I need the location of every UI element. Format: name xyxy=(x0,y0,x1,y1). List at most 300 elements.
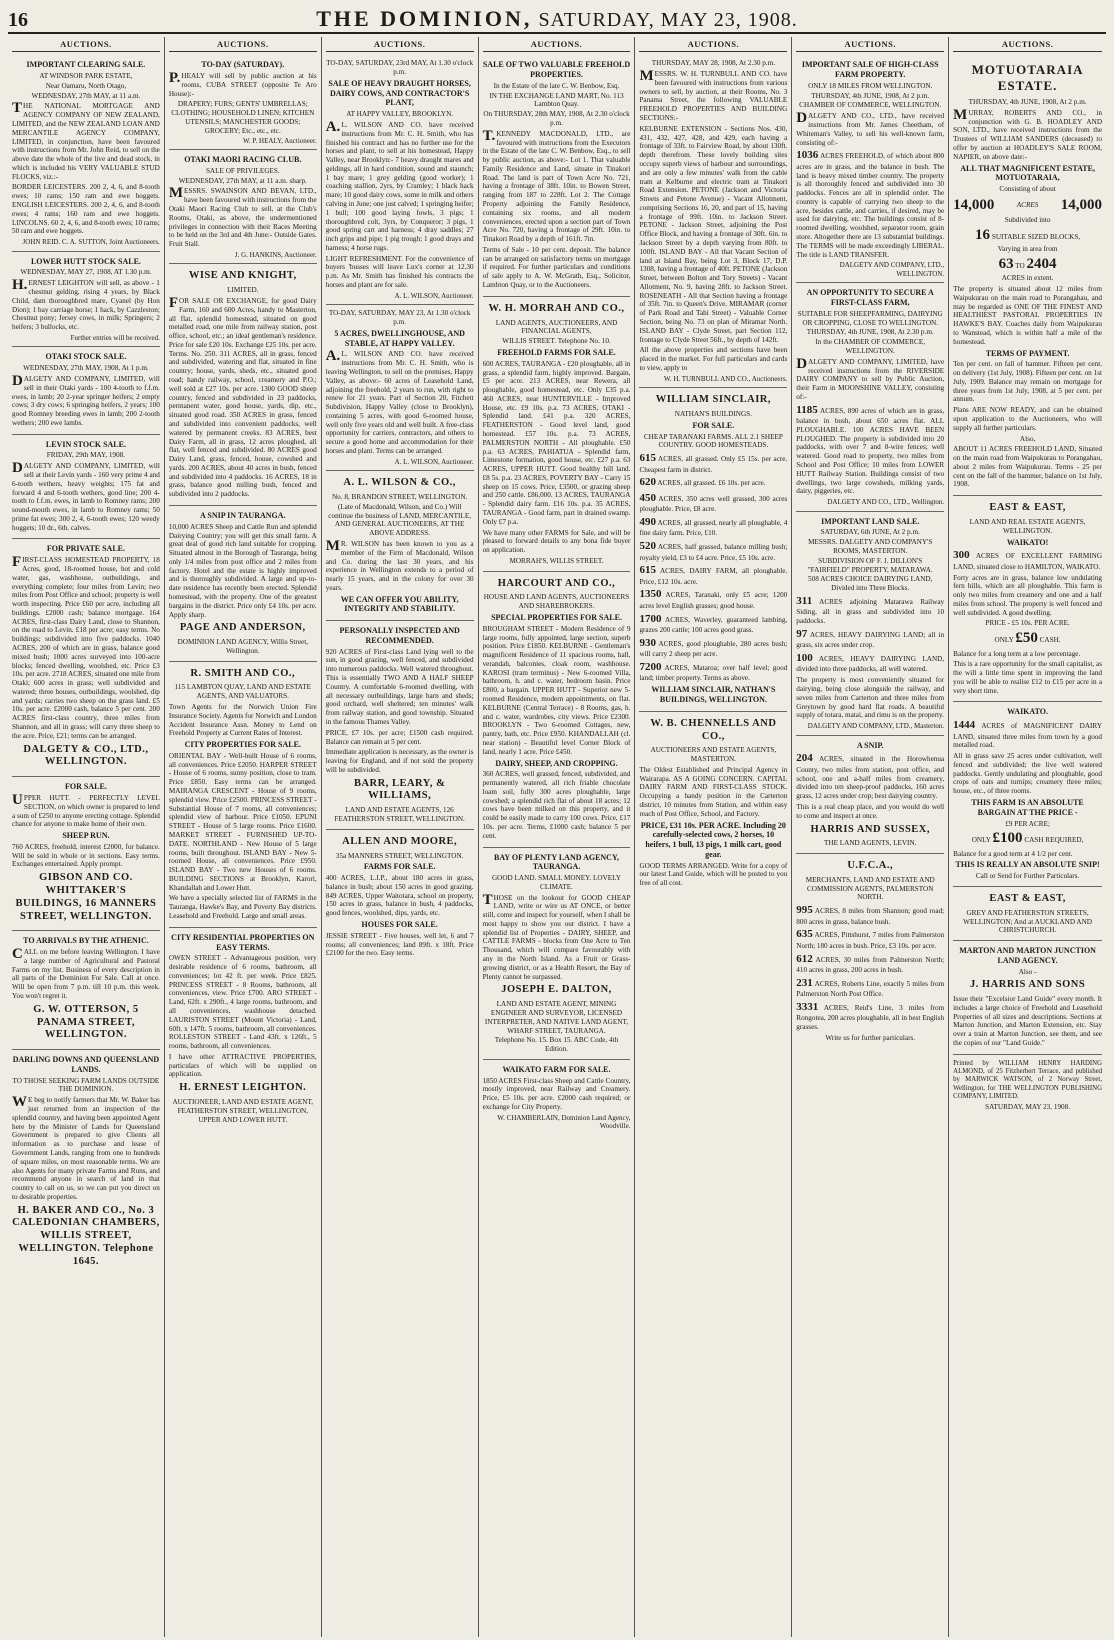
advert-body: Balance for a long term at a low percentage. xyxy=(953,649,1081,658)
advert-slogan: THIS IS REALLY AN ABSOLUTE SNIP! xyxy=(955,860,1100,870)
advert-address: NATHAN'S BUILDINGS. xyxy=(674,410,752,419)
advert-firm: R. SMITH AND CO., xyxy=(190,667,296,679)
advert-barr-leary xyxy=(326,621,474,830)
lot-acres: 450 xyxy=(639,491,656,504)
advert-heading: IMPORTANT CLEARING SALE. xyxy=(26,60,146,70)
advert-firm: G. W. OTTERSON, 5 PANAMA STREET, WELLINGTON. xyxy=(33,1003,139,1041)
lot-description: ACRES, 30 miles from Palmerston North; 410 acres in grass, 200 acres in bush. xyxy=(796,955,945,975)
advert-subheading: In the Estate of the late C. W. Benbow, Esq. xyxy=(493,81,620,90)
advert-heading: IMPORTANT SALE OF HIGH-CLASS FARM PROPERTY. xyxy=(801,60,939,80)
advert-subheading: HOUSES FOR SALE. xyxy=(361,920,438,930)
advert-body: THOSE on the lookout for GOOD CHEAP LAND, write or wire us AT ONCE, or better still, come and inspect for yourself, when I shall be most happy to show you our district. I have a splendid list of Properties - DAIRY, SHEEP, and CATTLE FARMS - blocks from One Acre to Ten Thousand, which will compare favourably with any in the North Island. As a Fruit or Grass-growing district, or as a Health Resort, the Bay of Plenty cannot be surpassed. xyxy=(482,891,631,981)
lot-acres: 615 xyxy=(639,452,656,465)
advert-heading: LOWER HUTT STOCK SALE. xyxy=(30,256,141,266)
advert-price: PRICE, £7 10s. per acre; £1500 cash required. Balance can remain at 5 per cent. xyxy=(325,728,474,746)
advert-subheading: LAND AGENTS, AUCTIONEERS, AND FINANCIAL AGENTS, xyxy=(495,318,618,336)
advert-firm: EAST & EAST, xyxy=(989,892,1066,904)
advert-text: Also, xyxy=(1019,434,1036,443)
advert-firm: HARRIS AND SUSSEX, xyxy=(810,823,931,835)
farm-lot xyxy=(796,928,944,950)
advert-body: MR. WILSON has been known to you as a member of the Firm of Macdonald, Wilson and Co. during the last 30 years, and his experience in Wellington extends to a period of nearly 15 years, and in the colony for over 30 years. xyxy=(325,538,474,592)
farm-lot xyxy=(796,1001,944,1032)
advert-body: ABOUT 11 ACRES FREEHOLD LAND, Situated on the main road from Waipukurau to Porangahau, about 2 miles from Waipukurau. Terms - 25 per cent on the fall of the hammer, balance on 1st July, 1908. xyxy=(953,445,1103,489)
advert-signature: DALGETY AND COMPANY, LTD., Masterton. xyxy=(807,722,945,731)
farm-lot-list xyxy=(796,595,944,674)
advert-body: We have many other FARMS for Sale, and will be pleased to forward details to any bona fide buyer on application. xyxy=(482,528,631,555)
advert-body: 400 ACRES, L.I.P., about 180 acres in grass, balance in bush; about 150 acres in good grazing. 849 ACRES, Upper Waitotara, school on property, 150 acres in grass, balance in bush, 4 paddocks, good fences, woolshed, dips, yards, etc. xyxy=(325,874,474,918)
advert-body: Issue their "Excelsior Land Guide" every month. It includes a large choice of Freehold and Leasehold Properties of all sizes and descriptions. Sections at Marton Junction, and Marton Extension, etc. Stay over a train at Marton Junction, see them, and see the copies of our "Land Guide." xyxy=(953,995,1103,1048)
farm-lot xyxy=(796,404,944,496)
advert-sinclair xyxy=(639,388,787,711)
lot-acres: 612 xyxy=(796,952,813,965)
advert-heading: TO ARRIVALS BY THE ATHENIC. xyxy=(23,936,149,946)
advert-heading: AN OPPORTUNITY TO SECURE A FIRST-CLASS FARM, xyxy=(806,288,934,308)
lot-description: ACRES, Reid's Line, 3 miles from Rongotea, 200 acres ploughable, all in best English grasses. xyxy=(796,1003,945,1032)
lot-acres: 1036 xyxy=(796,149,819,162)
advert-body: T.KENNEDY MACDONALD, LTD., are favoured with instructions from the Executors in the Estate of the late C. W. Benbow, Esq., to sell by public auction, as above:- Lot 1. That valuable Family Residence and Land, situate in Tinakori Road. The land is part of Town Acre No. 721, having a frontage of 38ft. 10in. to Bowen Street, ranging from 187 to 228ft. Lot 2. The Cottage Property adjoining the Family Residence, containing six rooms, and all modern conveniences, erected upon a section part of Town Acre No. 720, having a frontage of 29ft. 10in. to Tinakori Road by a depth of 161ft. 7in. xyxy=(482,127,631,244)
advert-subheading: GOOD LAND. SMALL MONEY. LOVELY CLIMATE. xyxy=(491,874,622,891)
advert-firm: ALLEN AND MOORE, xyxy=(342,835,458,847)
lot-acres: 520 xyxy=(639,540,656,553)
advert-body: DALGETY AND CO., LTD., have received instructions from Mr. James Cheetham, of Whiteman's Valley, to sell his well-known farm, consisting of:- xyxy=(796,110,945,147)
advert-subheading: TO THOSE SEEKING FARM LANDS OUTSIDE THE DOMINION. xyxy=(12,1076,160,1094)
column-header: AUCTIONS. xyxy=(483,37,631,52)
advert-list: KELBURNE EXTENSION - Sections Nos. 430, 431, 432, 427, 428, and 429, each having a frontage of 33ft. to Fairview Road, by about 130ft. depth therefrom. These lovely building sites occupy superb views of harbour and surroundings, and are only a few minutes' walk from the cable tram at Kelburne and electric tram at Tinakori Road Extension. PETONE (Jackson and Victoria Streets and Petone Avenue) - Vacant Allotment, comprising Sections 16, 20, and part of 15, having a frontage of 99ft. 10in. to Jackson Street. PETONE - Jackson Street, adjoining the Post Office Block, and having a frontage of 30ft. 6in. to Jackson Street by a depth varying from 80ft. to 100ft. ISLAND BAY - All that Vacant Section of land at Island Bay, being Lot 3, Block 17, D.P. 1308, having a frontage of 40ft. PETONE (Jackson Street, between Bolton and Tory Streets) - Vacant Allotment, No. 9, having 28ft. to Jackson Street. ROSENEATH - All that Section having a frontage of 35ft. 7in. to Queen's Drive. MIRAMAR (corner of Park Road and Tahi Street) - Valuable Corner Section, being No. 73 on plan of Miramar North. ISLAND BAY - Clyde Street, part Section 112, frontage to Clyde Street 56ft., by depth of 142ft. xyxy=(639,124,788,344)
advert-for-sale xyxy=(12,777,160,931)
advert-body: 920 ACRES of First-class Land lying well to the sun, in good grazing, well fenced, and subdivided into numerous paddocks. Well watered throughout. This is essentially TWO AND A HALF SHEEP Country. A comfortable 6-roomed dwelling, with all necessary outbuildings, large barn and sheds; good orchard, well sheltered; ten minutes' walk from railway station, and good township. Situated in the famous Thames Valley. xyxy=(325,647,474,726)
advert-fairfield xyxy=(796,512,944,736)
advert-body: 10,000 ACRES Sheep and Cattle Run and splendid Dairying Country; you will get this small farm. A great deal of good rich land suitable for cropping. Situated almost in the Borough of Tauranga, being only 1/4 miles from post office and 2 miles from factory. Hotel and the estate is highly improved and is thoroughly subdivided. A large and up-to-date residence has recently been erected. Splendid homestead, with the property. One of the greatest bargains in the district. Price only £4 10s. per acre. Apply sharp. xyxy=(168,522,317,619)
advert-subheading: CHEAP TARANAKI FARMS. ALL 2.1 SHEEP COUNTRY. GOOD HOMESTEADS. xyxy=(643,432,783,450)
advert-firm: H. ERNEST LEIGHTON. xyxy=(179,1082,307,1094)
advert-date: THURSDAY, 4th JUNE, 1908, At 2 p.m. xyxy=(811,91,930,100)
column-header: AUCTIONS. xyxy=(12,37,160,52)
column-6 xyxy=(792,37,949,1637)
advert-harcourt xyxy=(483,572,631,848)
advert-date: WEDNESDAY, 27th MAY, at 11 a.m. xyxy=(31,91,141,100)
advert-body: JESSIE STREET - Five houses, well let, 6 and 7 rooms; all conveniences; land 89ft. x 18ft. Price £2100 for the two. Easy terms. xyxy=(325,931,474,958)
lot-acres: 100 xyxy=(796,652,813,665)
column-header: AUCTIONS. xyxy=(953,37,1102,52)
advert-price: PRICE - £5 10s. PER ACRE. xyxy=(985,619,1070,628)
area-max: 2404 xyxy=(1026,255,1057,272)
advert-firm: U.F.C.A., xyxy=(847,860,894,872)
farm-lot xyxy=(796,628,944,650)
lot-description: ACRES, all grassed, nearly all ploughable, 4 fine dairy farm. Price, £10. xyxy=(639,518,788,538)
advert-draught-horses xyxy=(326,55,474,305)
advert-body: THE NATIONAL MORTGAGE AND AGENCY COMPANY OF NEW ZEALAND, LIMITED, and the NEW ZEALAND LOAN AND MERCANTILE AGENCY COMPANY, LIMITED, in conjunction, have been favoured with instructions from Mr. John Reid, to sell on the above date the whole of the live and dead stock, in which is included his VERY VALUABLE STUD FLOCKS, viz.:- xyxy=(12,100,160,181)
advert-body: P.HEALY will sell by public auction at his rooms, CUBA STREET (opposite Te Aro House):- xyxy=(168,70,317,98)
advert-date: THURSDAY, MAY 28, 1908, At 2.30 p.m. xyxy=(651,59,775,68)
advert-benbow-estate xyxy=(483,55,631,296)
advert-heading: FOR SALE. xyxy=(692,420,735,430)
column-header: AUCTIONS. xyxy=(169,37,317,52)
advert-body: DALGETY AND COMPANY, LIMITED, will sell in their Otaki yards - 100 4-tooth to f.f.m. ewes, in lamb; 20 2-year springer heifers; 2 empty cows; 3 dry cows; 6 springing heifers, 2 years; 100 good Romney breeding ewes in lamb; 200 2-tooth wethers; 200 ewe lambs. xyxy=(12,372,160,427)
farm-lot xyxy=(639,476,787,489)
advert-r-smith xyxy=(169,662,317,928)
advert-signature: W. CHAMBERLAIN, Dominion Land Agency, Woodville. xyxy=(497,1113,631,1131)
advert-signature: J. G. HANKINS, Auctioneer. xyxy=(234,250,317,259)
advert-harris-sons xyxy=(953,941,1102,1055)
advert-text: Consisting of about xyxy=(999,185,1056,194)
advert-place: In the CHAMBER OF COMMERCE, WELLINGTON. xyxy=(815,338,926,356)
advert-heading: WAIKATO. xyxy=(1007,707,1048,717)
advert-heading: OTAKI MAORI RACING CLUB. xyxy=(184,155,302,165)
lot-acres: 1700 xyxy=(639,612,662,625)
lot-acres: 300 xyxy=(953,549,970,562)
advert-heading: SALE OF TWO VALUABLE FREEHOLD PROPERTIES. xyxy=(482,60,631,80)
farm-lot xyxy=(796,595,944,626)
advert-body: FOR SALE OR EXCHANGE, for good Dairy Farm, 160 and 600 Acres, handy to Masterton, all flat, splendid homestead, situated on good metalled road, one mile from railway station, post office, school, etc.; an ideal gentleman's residence. Price for sale £20 10s. Exchange £25 10s. per acre. Terms. No. 250. 311 ACRES, all in grass, fenced and subdivided, watering and flat, situated in fine country; house, yards, sheds, etc., situated good road; handy railway, school, creamery and P.O.; well sold at £27 10s. per acre. 1300 GOOD sheep country, fenced and subdivided in 23 paddocks, permanent water, good house, yards, dip, etc., situated good road. 350 ACRES in grass, fenced and subdivided into convenient paddocks, well watered by permanent creeks. 83 ACRES, best Dairy Farm, all in grass, 12 acres ploughed, all flat, well fenced and subdivided. 80 ACRES good Dairy Land, grass, fenced, house, cowshed and yards. 200 ACRES, about 40 acres in bush, fenced and subdivided into 4 paddocks. 16 ACRES, 18 in grass, balance good milling bush, fenced and subdivided into 2 paddocks. xyxy=(168,295,317,499)
advert-motuotaraia xyxy=(953,55,1102,496)
advert-heading: LEVIN STOCK SALE. xyxy=(45,439,126,449)
advert-signature: W. H. TURNBULL AND CO., Auctioneers. xyxy=(663,374,788,383)
advert-date: TO-DAY, SATURDAY, MAY 23, At 1.30 o'clock p.m. xyxy=(328,309,471,327)
advert-healy xyxy=(169,55,317,150)
advert-body: Immediate application is necessary, as the owner is leaving for England, and if not sold the property will be subdivided. xyxy=(325,748,474,774)
farm-lot xyxy=(953,719,1102,750)
blocks-line xyxy=(953,226,1102,244)
area-to: TO xyxy=(1015,261,1025,270)
column-7 xyxy=(949,37,1106,1637)
advert-date: THURSDAY, 4th JUNE, 1908, At 2.30 p.m. xyxy=(806,328,934,337)
advert-body: UPPER HUTT. - PERFECTLY LEVEL SECTION, on which owner is prepared to lend a sum of £250 to anyone erecting cottage. Splendid chance for anyone to make home of their own. xyxy=(12,791,160,829)
advert-subheading: TERMS OF PAYMENT. xyxy=(985,348,1070,358)
advert-signature: MORRAH'S, WILLIS STREET. xyxy=(509,556,604,565)
advert-signature: Further entries will be received. xyxy=(70,333,160,342)
lot-description: ACRES, HEAVY DAIRYING LAND, divided into three paddocks, all well watered. xyxy=(796,655,945,674)
advert-heading: BAY OF PLENTY LAND AGENCY, TAURANGA. xyxy=(494,852,619,872)
advert-subheading: AT WINDSOR PARK ESTATE, xyxy=(39,72,133,81)
lot-description: ACRES OF EXCELLENT FARMING LAND, situated close to HAMILTON, WAIKATO. xyxy=(953,552,1103,571)
lot-description: ACRES, Pittshurst, 7 miles from Palmerston North; 180 acres in bush. Price, £3 10s. per acre. xyxy=(796,931,945,950)
page-number: 16 xyxy=(8,9,28,31)
advert-heading: WAIKATO FARM FOR SALE. xyxy=(502,1064,611,1074)
cash-amount: £100 xyxy=(992,830,1023,847)
estate-acres xyxy=(953,196,1102,214)
column-5 xyxy=(635,37,792,1637)
advert-subheading: SUITABLE FOR SHEEPFARMING, DAIRYING OR CROPPING, CLOSE TO WELLINGTON. xyxy=(797,309,943,327)
lot-description: ACRES, HEAVY DAIRYING LAND; all in grass, six acres under crop. xyxy=(796,630,945,650)
lot-description: ACRES, half grassed, balance milling bush; royalty yield, £3 to £4 acre. Price, £5 10s. acre. xyxy=(639,543,788,562)
farm-lot xyxy=(639,588,787,610)
advert-firm: JOSEPH E. DALTON, xyxy=(501,984,612,996)
farm-lot xyxy=(639,637,787,659)
column-1 xyxy=(8,37,165,1637)
advert-firm: WILLIAM SINCLAIR, NATHAN'S BUILDINGS, WELLINGTON. xyxy=(651,685,776,704)
advert-allen-moore xyxy=(326,830,474,964)
advert-firm: EAST & EAST, xyxy=(989,502,1066,514)
lot-acres: 97 xyxy=(796,627,808,640)
advert-text: Also - xyxy=(1018,967,1037,976)
advert-address: No. 8, BRANDON STREET, WELLINGTON. xyxy=(331,493,468,502)
advert-subheading: SALE OF PRIVILEGES. xyxy=(205,166,280,175)
advert-subheading: ALL THAT MAGNIFICENT ESTATE, MOTUOTARAIA, xyxy=(960,163,1095,183)
column-header: AUCTIONS. xyxy=(796,37,944,52)
advert-heading: PERSONALLY INSPECTED AND RECOMMENDED. xyxy=(339,626,460,645)
advert-tauranga-snip xyxy=(169,506,317,662)
newspaper-title xyxy=(68,6,1046,32)
advert-signature: A. L. WILSON, Auctioneer. xyxy=(394,457,474,466)
advert-address: GREY AND FEATHERSTON STREETS, WELLINGTON; And at AUCKLAND AND CHRISTCHURCH. xyxy=(963,908,1092,935)
advert-body: MESSRS. SWAINSON AND BEVAN, LTD., have been favoured with instructions from the Otaki Maori Racing Club to sell, at the Club's Rooms, Otaki, as above, the undermentioned privileges in connection with their Races Meeting to be held on the 3rd and 4th June:- Outside Gates. Fruit Stall. xyxy=(168,185,317,249)
advert-turnbull xyxy=(639,55,787,388)
lot-description: ACRES of MAGNIFICENT DAIRY LAND, situated three miles from town by a good metalled road. xyxy=(953,722,1103,750)
advert-firm: J. HARRIS AND SONS xyxy=(969,979,1086,991)
advert-body: FIRST-CLASS HOMESTEAD PROPERTY, 18 Acres, good, 18-roomed house, hot and cold water, gas, washhouse, outbuildings, and everything complete; four miles from Levin; two miles from Post Office and school; property is well worth inspecting. Price £60 per acre, including all buildings. £2000 cash; balance mortgage. 164 ACRES, first-class Dairy Land, close to Shannon, on the road to Levin. £18 per acre; easy terms. No buildings; subdivided into five paddocks. 1040 ACRES, 200 of which are in grass, balance good mixed bush; 1000 acres surveyed into 100-acre blocks; fenced dwelling, woolshed, etc. Price £3 10s. per acre. 2718 ACRES, situated one mile from Otaki; 600 acres in grass; well subdivided and watered; three houses, outbuildings, woolshed, dip and yards; carries two sheep on the grass land. £5 10s. per acre. £2000 cash, balance 5 per cent. 200 ACRES first-class country, three miles from Shannon, and all in grass; will carry three sheep to the acre. Price, £21; terms can be arranged. xyxy=(12,554,160,740)
advert-body: CALL on me before leaving Wellington. I have a large number of Agricultural and Pastoral Farms on my list. Business of every description in all parts of the Dominion For Sale. Call at once. Will be open from 7 p.m. till 10 p.m. this week. You won't regret it. xyxy=(12,946,160,1001)
advert-date: TO-DAY, SATURDAY, 23rd MAY, At 1.30 o'clock p.m. xyxy=(326,59,474,77)
advert-levin-stock xyxy=(12,435,160,540)
columns xyxy=(8,37,1106,1637)
advert-heading: A SNIP. xyxy=(856,740,884,750)
advert-morrah xyxy=(483,297,631,572)
advert-subheading: 508 ACRES CHOICE DAIRYING LAND, Divided into Three Blocks. xyxy=(808,575,933,593)
advert-address: LAND AND ESTATE AGENT, MINING ENGINEER AND SURVEYOR, LICENSED INTERPRETER, AND NATIVE LAND AGENT, WHARF STREET, TAURANGA. xyxy=(484,1000,629,1035)
advert-list: 600 ACRES, TAURANGA - £20 ploughable, all in grass, a splendid farm, highly improved. Bargain, £5 per acre. 213 ACRES, near Rewera, all ploughable, good homestead, etc. Only £35 p.a. 460 ACRES, near HUNTERVILLE - Improved House, etc. £9 10s. p.a. 73 ACRES, OTAKI - Splendid land. £41 p.a. 320 ACRES, FEATHERSTON - Good level land, good homestead. £57 10s. p.a. 73 ACRES, PALMERSTON NORTH - All ploughable. £50 p.a. 63 ACRES, PAHIATUA - Splendid farm, Limestone formation, good house, etc. £27 p.a. 63 ACRES, UPPER HUTT. Good healthy hill land. £8 5s. p.a. 23 ACRES, POVERTY BAY - Carry 15 sheep on 15 cows. Price, £3500, or grazing sheep and 250 cattle. £86,000. 13 ACRES, TAURANGA - Splendid dairy farm. £16 10s. p.a. 35 ACRES, TAURANGA - Good farm, part in drained swamp. Only £7 p.a. xyxy=(482,359,631,526)
blocks-text: SUITABLE SIZED BLOCKS, xyxy=(991,232,1081,241)
advert-body: DALGETY AND COMPANY, LIMITED, will sell at their Levin yards - 160 very prime 4 and 6-tooth wethers, heavy weights; 175 fat and forward 4 and 6-tooth wethers, good line; 200 4-tooth to f.f.m. ewes, in lamb to Romney rams; 200 sound-mouth ewes, in lamb to Romney rams; 50 prime fat ewes; 300 2, 4, 6-tooth ewes; 120 weedy hoggets; 10 dr., 6th. calves. xyxy=(12,460,160,532)
lot-acres: 311 xyxy=(796,594,813,607)
lot-description: ACRES adjoining Matarawa Railway Siding, all in grass and subdivided into 10 paddocks. xyxy=(796,597,945,626)
advert-otaki-stock xyxy=(12,347,160,434)
acres-word: ACRES xyxy=(1016,200,1039,209)
advert-body: We have a specially selected list of FARMS in the Tauranga, Hawke's Bay, and Poverty Bay districts. Leasehold and Freehold. Large and small areas. xyxy=(168,894,317,920)
advert-date: FRIDAY, 29th MAY, 1908. xyxy=(46,451,126,460)
advert-date: TO-DAY (SATURDAY). xyxy=(201,60,285,70)
advert-body: (Late of Macdonald, Wilson, and Co.) Will continue the business of LAND, MERCANTILE, AND GENERAL AUCTIONEERS, AT THE ABOVE ADDRESS. xyxy=(328,502,472,538)
advert-place: CHAMBER OF COMMERCE, WELLINGTON. xyxy=(799,101,942,110)
lot-description: ACRES, 890 acres of which are in grass, balance in bush, about 650 acres flat. ALL PLOUGHABLE. 100 ACRES HAVE BEEN PLOUGHED. The property is subdivided into 20 paddocks, with over 7 and 8-wire fences; well watered. Good road to property, two miles from School and Post Office; 10 miles from LOWER HUTT Railway Station. Buildings consist of two dwellings, two large cowsheds, milking yards, dairy, piggeries, etc. xyxy=(796,406,945,496)
advert-body: LIGHT REFRESHMENT. For the convenience of buyers 'busses will leave Lux's corner at 12.30 p.m. As Mr. Smith has finished his contracts the horses and plant are for sale. xyxy=(325,254,474,290)
imprint xyxy=(953,1055,1102,1117)
advert-slogan: WE CAN OFFER YOU ABILITY, INTEGRITY AND STABILITY. xyxy=(340,594,459,614)
advert-place: Near Oamaru, North Otago, xyxy=(45,81,127,90)
farm-lot-list xyxy=(639,452,787,683)
advert-wise-knight xyxy=(169,264,317,506)
advert-address: MERCHANTS, LAND AND ESTATE AND COMMISSION AGENTS, PALMERSTON NORTH. xyxy=(805,875,935,902)
advert-address: LAND AND ESTATE AGENTS, 126 FEATHERSTON STREET, WELLINGTON. xyxy=(334,806,465,823)
lot-acres: 1350 xyxy=(639,588,662,601)
advert-body: Terms of Sale - 10 per cent. deposit. The balance can be arranged on satisfactory terms on mortgage if required. For further particulars and conditions of sale apply to A. W. McGrath, Esq., Solicitor, Lambton Quay, or to the Auctioneers. xyxy=(482,245,631,290)
farm-lot xyxy=(796,652,944,674)
farm-lot-list xyxy=(796,904,944,1032)
lot-description: ACRES, situated in the Horowhenua County, two miles from station, post office, and school, one and a-half miles from creamery, divided into ten sheep-proof paddocks, 160 acres grass, 12 acres under crop; best dairying country. xyxy=(796,755,945,801)
advert-body: GOOD TERMS ARRANGED. Write for a copy of our latest Land Guide, which will be posted to you free of all cost. xyxy=(639,861,788,888)
advert-clearing-sale xyxy=(12,55,160,251)
advert-place: IN THE EXCHANGE LAND MART, No. 113 Lambton Quay. xyxy=(489,91,624,109)
advert-horowhenua-snip xyxy=(796,736,944,854)
advert-riverside-dairy xyxy=(796,283,944,511)
advert-signature: DALGETY AND COMPANY, LTD., WELLINGTON. xyxy=(839,261,945,278)
farm-lot xyxy=(796,904,944,926)
advert-subheading: HOUSE AND LAND AGENTS, AUCTIONEERS AND SHAREBROKERS. xyxy=(483,593,630,611)
lot-description: ACRES, all grassed. Only £5 15s. per acre. Cheapest farm in district. xyxy=(639,455,788,474)
advert-body: WE beg to notify farmers that Mr. W. Baker has just returned from an inspection of the splendid country, and having been appointed Agent here by the Minister of Lands for Queensland Government is prepared to give Clients all information as to purchase and lease of Government Lands, ranging from one to hundreds of square miles, on most reasonable terms. We are also Agents for many private Farms and Runs, and recommend anyone in search of land in that country to call on us, so we can put you direct on to desirable properties. xyxy=(12,1094,160,1201)
advert-date: SATURDAY, 6th JUNE, At 2 p.m. xyxy=(820,528,920,537)
cash-word: CASH REQUIRED, xyxy=(1024,836,1084,845)
advert-east-east-2 xyxy=(953,887,1102,941)
lot-acres: 930 xyxy=(639,636,656,649)
advert-cheetham-farm xyxy=(796,55,944,283)
advert-list: DRAPERY; FURS; GENTS' UMBRELLAS; CLOTHING; HOUSEHOLD LINEN; KITCHEN UTENSILS; MANCHESTER GOODS; GROCERY; Etc., etc., etc. xyxy=(171,100,315,135)
lot-acres: 1185 xyxy=(796,403,818,416)
advert-otaki-racing xyxy=(169,150,317,264)
cash-line xyxy=(953,629,1102,647)
advert-body: MESSRS. W. H. TURNBULL AND CO. have been favoured with instructions from various owners to sell, by auction, at their Rooms, No. 3 Panama Street, the following VALUABLE FREEHOLD PROPERTIES AND BUILDING SECTIONS:- xyxy=(639,68,788,123)
lot-description: ACRES, Taranaki, only £5 acre; 1200 acres level English grasses; good house. xyxy=(639,591,788,610)
advert-heading: WAIKATO! xyxy=(1006,537,1049,547)
advert-body: 360 ACRES, well grassed, fenced, subdivided, and permanently watered, all rich friable chocolate loam soil, fully 300 acres ploughable, large cowshed; a splendid rich flat of about 18 acres; 12 cows have been milked on this property, and it could be easily made to carry 100 cows. Price, £17 10s. per acre. Terms, £1000 cash; balance 5 per cent. xyxy=(482,770,631,840)
advert-list: ORIENTAL BAY - Well-built House of 6 rooms, all conveniences. Price £2050. HARPER STREET - House of 6 rooms, sunny position, close to tram. Price £850. Easy terms can be arranged. MAIRANGA CRESCENT - House of 9 rooms, splendid view. Price £2500. PRINCESS STREET - Substantial House of 7 rooms, all conveniences; splendid view of harbour. Price £1050. EPUNI STREET - House of 5 large rooms. Price £1600. MARKET STREET - FURNISHED UP-TO-DATE. NORTHLAND - New House of 5 large rooms, built throughout. ISLAND BAY - New 5-roomed House, all conveniences. Price £950. ISLAND BAY - Two new Houses of 6 rooms. BUILDING SECTIONS at Brooklyn, Karori, Khandallah and Lower Hutt. xyxy=(168,751,317,892)
blocks-count: 16 xyxy=(975,226,991,243)
advert-body: H.ERNEST LEIGHTON will sell, as above - 1 chestnut gelding, rising 4 years, by Black Child, dam thoroughbred mare, Cyanel (by Hon Dion); 1 bay carriage horse; 1 hack, by Cazzleston; Chestnut pony; Jersey cows, in milk; Springers; 2 heifers; 3 bullocks, etc. xyxy=(12,277,160,332)
advert-body: MURRAY, ROBERTS AND CO., in conjunction with G. B. HOADLEY AND SON, LTD., have received instructions from the Trustees of WILLIAM SANDERS (deceased) to offer by auction at HOADLEY'S SALE ROOM, NAPIER, on above date:- xyxy=(953,106,1103,161)
advert-bay-of-plenty xyxy=(483,848,631,1060)
area-min: 63 xyxy=(998,255,1014,272)
advert-heading: SALE OF HEAVY DRAUGHT HORSES, DAIRY COWS, AND CONTRACTOR'S PLANT, xyxy=(328,78,471,108)
advert-body: The property is situated about 12 miles from Waipukurau on the main road to Porangahau, and may be regarded as ONE OF THE FINEST AND HEALTHIEST PASTORAL PROPERTIES IN HAWKE'S BAY. Coaches daily from Waipukurau to Wanstead, which is within half a mile of the homestead. xyxy=(953,285,1103,346)
advert-date: WEDNESDAY, MAY 27, 1908, AT 1.30 p.m. xyxy=(20,268,152,277)
lot-description: ACRES, 350 acres well grassed, 300 acres ploughable. Price, £8 acre. xyxy=(639,494,788,514)
advert-heading: FOR PRIVATE SALE. xyxy=(46,544,126,554)
lot-acres: 490 xyxy=(639,515,656,528)
lot-description: ACRES, Mataroa; over half level; good land; timber property. Terms as above. xyxy=(639,664,788,683)
advert-happy-valley xyxy=(326,305,474,471)
advert-text: Call or Send for Further Particulars. xyxy=(975,872,1080,881)
advert-list: BORDER LEICESTERS. 200 2, 4, 6, and 8-tooth ewes; 10 rams; 150 ram and ewe hoggets. ENGLISH LEICESTERS. 200 2, 4, 6, and 8-tooth ewes; 4 rams; 160 ram and ewe hoggets. LINCOLNS. 60 2, 4, 6, and 8-tooth ewes; 10 rams; 50 ram and ewe hoggets. xyxy=(12,183,160,236)
advert-body: DALGETY AND COMPANY, LIMITED, have received instructions from the RIVERSIDE DAIRY COMPANY to sell by Public Auction, their Farm in MOONSHINE VALLEY, consisting of:- xyxy=(796,355,945,401)
advert-signature: Write us for further particulars. xyxy=(825,1033,916,1042)
advert-body: Ten per cent. on fall of hammer. Fifteen per cent. on delivery (1st July, 1908). Fifteen per cent. on 1st July, 1909. Balance may remain on mortgage for three years from 1st July, 1908, at 5 per cent. per annum. xyxy=(953,360,1103,404)
printer-imprint: Printed by WILLIAM HENRY HARDING ALMOND, of 25 Fitzherbert Terrace, and published by MARWICK WATSON, of 2 Norway Street, Wellington, for THE WELLINGTON PUBLISHING COMPANY, LIMITED. xyxy=(953,1059,1103,1100)
cash-only: ONLY xyxy=(994,636,1014,645)
acres-figure: 14,000 xyxy=(953,196,995,213)
lot-description: ACRES, all grassed. £6 10s. per acre. xyxy=(655,479,766,488)
advert-body: I have other ATTRACTIVE PROPERTIES, particulars of which will be supplied on application. xyxy=(168,1052,317,1079)
column-header: AUCTIONS. xyxy=(639,37,787,52)
advert-body: This is a real cheap place, and you would do well to come and inspect at once. xyxy=(796,802,945,820)
advert-lower-hutt xyxy=(12,252,160,348)
advert-subheading: SHEEP RUN. xyxy=(62,831,110,841)
advert-address: AUCTIONEER, LAND AND ESTATE AGENT, FEATHERSTON STREET, WELLINGTON, UPPER AND LOWER HUTT. xyxy=(172,1097,314,1124)
lot-acres: 635 xyxy=(796,928,813,941)
advert-firm: BARR, LEARY, & WILLIAMS, xyxy=(353,777,446,802)
advert-body: This is a rare opportunity for the small capitalist, as the will a little time spent in improving the land you will be able to realise £12 to £15 per acre in a very short time. xyxy=(953,660,1103,695)
advert-heading: 5 ACRES, DWELLINGHOUSE, AND STABLE, AT HAPPY VALLEY. xyxy=(334,328,465,348)
masthead xyxy=(8,6,1106,34)
advert-signature: W. P. HEALY, Auctioneer. xyxy=(242,136,317,145)
advert-date: WEDNESDAY, 27th MAY, at 11 a.m. sharp. xyxy=(178,176,307,185)
advert-text: Varying in area from xyxy=(997,245,1058,254)
farm-lot xyxy=(639,540,787,562)
lot-acres: 204 xyxy=(796,752,813,765)
advert-subheading: AUCTIONEERS AND ESTATE AGENTS, MASTERTON. xyxy=(650,746,777,764)
advert-subheading: DAIRY, SHEEP, AND CROPPING. xyxy=(495,758,618,768)
advert-text: Subdivided into xyxy=(1004,216,1051,225)
advert-heading: CITY RESIDENTIAL PROPERTIES ON EASY TERMS. xyxy=(171,932,315,952)
advert-signature: DALGETY AND CO., LTD., Wellington. xyxy=(827,498,945,507)
advert-heading: FOR SALE. xyxy=(65,782,107,792)
advert-price: £9 PER ACRE; xyxy=(1005,819,1050,828)
advert-body: 1850 ACRES First-class Sheep and Cattle Country, mostly improved, near Railway and Creamery. Price, £5 10s. per acre. £2000 cash required; or exchange for City Property. xyxy=(482,1076,631,1111)
lot-description: ACRES, DAIRY FARM, all ploughable. Price, £12 10s. acre. xyxy=(639,567,788,586)
lot-acres: 995 xyxy=(796,904,813,917)
advert-body: The Oldest Established and Principal Agency in Wairarapa. AS A GOING CONCERN. CAPITAL DAIRY FARM AND FIRST-CLASS STOCK. Occupying a handy position in the Carterton district, 10 minutes from Station, and within easy reach of Post Office, School, and Factory. xyxy=(639,765,788,818)
advert-heading: OTAKI STOCK SALE. xyxy=(45,352,127,362)
advert-body: All in grass save 25 acres under cultivation, well fenced and subdivided; the live well watered paddocks. Gently undulating and ploughable, good crops of oats and turnips; creamery three miles; house, etc., of three rooms. xyxy=(953,752,1103,796)
advert-firm: PAGE AND ANDERSON, xyxy=(179,622,306,634)
advert-waikato-dairy xyxy=(953,702,1102,887)
advert-date: THURSDAY, 4th JUNE, 1908, At 2 p.m. xyxy=(968,98,1087,107)
advert-firm: WILLIAM SINCLAIR, xyxy=(655,394,771,406)
advert-firm: A. L. WILSON & CO., xyxy=(343,477,456,489)
advert-list: BROUGHAM STREET - Modern Residence of 9 large rooms, fully appointed, large section, superb position. Price £1850. KELBURNE - Gentleman's magnificent Residence of 11 spacious rooms, hall, verandah, balconies, cloak room, washhouse. KAROSI (tram terminus) - New 6-roomed Villa, bathroom, h. and c. water, bedroom basin. Price £800, a bargain. UPPER HUTT - Superior new 5-roomed Residence, modern appointments, on flat. KELBURNE (Central Terrace) - 8 Rooms, gas, h. and c. water, wardrobes, city views. Price £2300. BROOKLYN - Two 6-roomed Cottages, new, pantry, bath, etc. Price £950. KHANDALLAH (cl. near station) - Beautiful level Corner Block of land, nearly 1 acre. Price £450. xyxy=(482,624,631,756)
advert-body: The property is most conveniently situated for dairying, being close alongside the railway, and seven miles from Carterton and three miles from Greytown by good hard flat roads. A beautiful supply of totara, matai, and rimu is on the property. xyxy=(796,676,945,720)
title-date: SATURDAY, MAY 23, 1908. xyxy=(538,9,798,31)
lot-acres: 231 xyxy=(796,976,813,989)
advert-subheading: SUBDIVISION OF F. J. DILLON'S "FAIRFIELD" PROPERTY, MATARAWA. xyxy=(807,556,933,574)
lot-acres: 615 xyxy=(639,564,656,577)
area-range xyxy=(953,255,1102,273)
column-3 xyxy=(322,37,479,1637)
lot-description: ACRES FREEHOLD, of which about 800 acres are in grass, and the balance in bush. The land is heavy mixed timber country. The property is all thoroughly fenced and subdivided into 30 paddocks. Fences are all in splendid order. The country is capable of carrying two sheep to the acre, besides cattle, and carries, if desired, may be used for dairying, etc. The buildings consist of 8-roomed dwelling, woolshed, separator room, grain store. Altogether there are 13 substantial buildings. The TERMS will be made exceedingly LIBERAL. The title is LAND TRANSFER. xyxy=(796,152,945,259)
farm-lot xyxy=(639,492,787,514)
advert-address: 35a MANNERS STREET, WELLINGTON. xyxy=(335,851,464,860)
advert-telephone: Telephone No. 15. Box 15. ABC Code, 4th Edition. xyxy=(494,1036,619,1054)
advert-arrivals xyxy=(12,931,160,1050)
advert-body: Town Agents for the Norwich Union Fire Insurance Society. Agents for Norwich and London Accident Insurance Assn. Money to Lend on Freehold Property at Current Rates of Interest. xyxy=(168,703,317,738)
advert-body: All the above properties and sections have been placed in the market. For full particulars and cards to view, apply to xyxy=(639,346,788,372)
advert-heading: FREEHOLD FARMS FOR SALE. xyxy=(497,347,616,357)
advert-private-sale xyxy=(12,539,160,777)
advert-signature: A. L. WILSON, Auctioneer. xyxy=(394,291,474,300)
farm-lot xyxy=(639,516,787,538)
advert-text: ACRES in extent. xyxy=(1001,274,1054,283)
advert-firm: DALGETY & CO., LTD., WELLINGTON. xyxy=(23,743,149,768)
farm-lot xyxy=(796,977,944,999)
advert-heading: DARLING DOWNS AND QUEENSLAND LANDS. xyxy=(12,1055,160,1074)
farm-lot xyxy=(639,564,787,586)
advert-price: PRICE, £31 10s. PER ACRE. Including 20 carefully-selected cows, 2 horses, 10 heifers, 1 bull, 13 pigs, 1 milk cart, good gear. xyxy=(640,820,786,859)
cash-amount: £50 xyxy=(1015,630,1038,647)
advert-firm: W. B. CHENNELLS AND CO., xyxy=(650,717,777,742)
farm-lot xyxy=(796,953,944,975)
lot-description: ACRES, 8 miles from Shannon; good road; 800 acres in grass, balance bush. xyxy=(796,907,945,926)
advert-firm: H. BAKER AND CO., No. 3 CALEDONIAN CHAMBERS, WILLIS STREET, WELLINGTON. Telephone 1645. xyxy=(12,1204,160,1267)
advert-leighton xyxy=(169,928,317,1130)
lot-acres: 1444 xyxy=(953,719,976,732)
column-header: AUCTIONS. xyxy=(326,37,474,52)
advert-queensland xyxy=(12,1050,160,1275)
advert-subheading: CITY PROPERTIES FOR SALE. xyxy=(184,740,301,750)
advert-address: WILLIS STREET. Telephone No. 10. xyxy=(502,337,611,346)
acres-figure: 14,000 xyxy=(1060,196,1102,213)
advert-waikato-farm xyxy=(483,1060,631,1135)
advert-body: A.L. WILSON AND CO. have received instructions from Mr. C. H. Smith, who has finished his contract and has no further use for the horses and plant, to sell at his homestead, Happy Valley, near Brooklyn:- 7 heavy draught mares and geldings, all in hard condition, sound and staunch; 1 bay mare; 1 grey gelding (good worker); 1 coaching stallion, 2yrs, by Cramley; 1 black hack mare; 10 good dairy cows, some in milk and others calving in June; one just calved; 1 springing heifer; 1 bull; 100 good laying fowls, 3 pigs; 1 thoroughbred colt, 3yrs, by Conqueror; 3 pigs, 1 good spring cart and harness; 4 dray saddles; 27 inch grips and pipe; 1 pig trough; 1 good drays and harness; 4 horse rugs. xyxy=(325,118,474,252)
advert-body: A.L. WILSON AND CO. have received instructions from Mr. C. H. Smith, who is leaving Wellington, to sell on the premises, Happy Valley, as above:- 60 acres of Leasehold Land, adjoining the freehold, 2 years to run, with right to renew for 21 years. Part of Section 20, Fitchett Subdivision, Happy Valley (close to Brooklyn), containing 5 acres, with good 6-roomed house, well only five years old and well built. A free-class opportunity for carriers, contractors, and others to secure a good home and accommodation for their horses and plant. Terms can be arranged. xyxy=(325,348,474,455)
farm-lot xyxy=(639,613,787,635)
farm-lot xyxy=(639,661,787,683)
advert-subheading: LIMITED. xyxy=(227,286,259,295)
advert-heading: IMPORTANT LAND SALE. xyxy=(821,516,920,526)
advert-heading: MARTON AND MARTON JUNCTION LAND AGENCY. xyxy=(959,946,1096,965)
farm-lot xyxy=(796,752,944,801)
advert-address: LAND AND REAL ESTATE AGENTS, WELLINGTON. xyxy=(969,518,1086,535)
advert-list: OWEN STREET - Advantageous position, very desirable residence of 6 rooms, bathroom, all conveniences; lot 42 ft. per week. Price £825. PRINCESS STREET - 8 Rooms, bathroom, all conveniences, view. Price £700. ARO STREET - Land, 62ft. x 290ft., 4 large rooms, bathroom, and all conveniences, washhouse detached. LAURISTON STREET (Mount Victoria) - Land, 60ft. x 147ft. 5 rooms, bathroom, all conveniences. ROLLESTON STREET - Land 43ft. x 126ft., 5 rooms, bathroom, all conveniences. xyxy=(168,954,317,1051)
advert-heading: A SNIP IN TAURANGA. xyxy=(200,510,286,520)
lot-description: ACRES, Roberts Line, exactly 5 miles from Palmerston North Post Office. xyxy=(796,979,945,999)
